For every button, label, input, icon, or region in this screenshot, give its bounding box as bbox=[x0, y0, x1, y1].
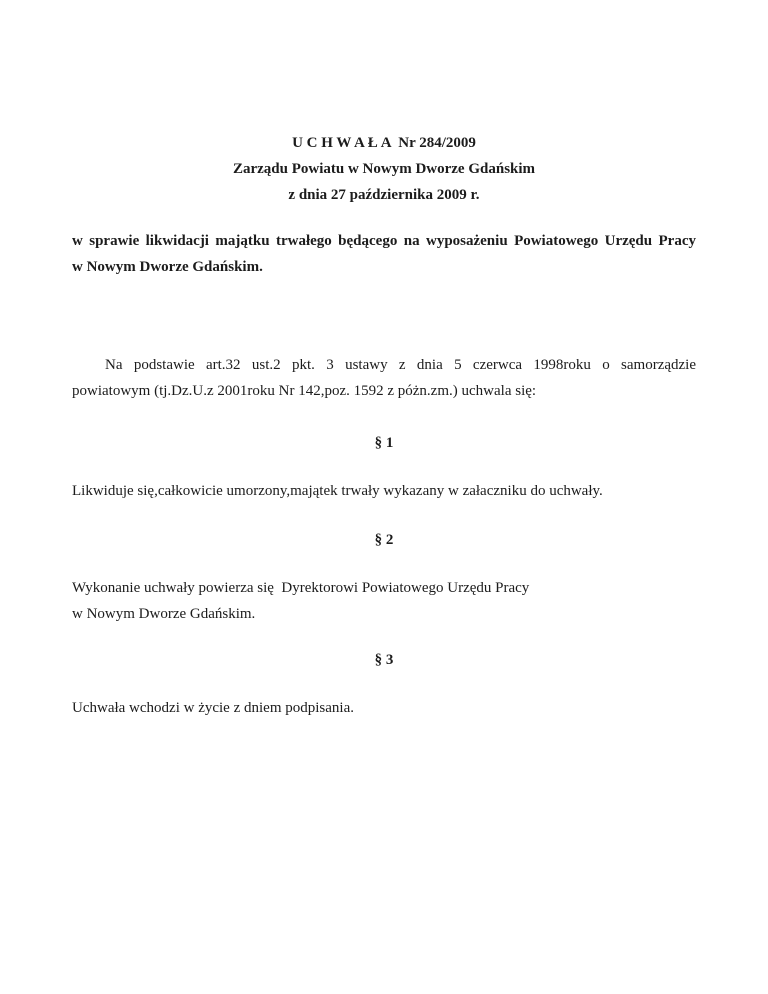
resolution-title-number: U C H W A Ł A Nr 284/2009 bbox=[292, 135, 476, 151]
section-3-text-line1: Uchwała wchodzi w życie z dniem podpisania. bbox=[72, 700, 354, 716]
section-1-text-line1: Likwiduje się,całkowicie umorzony,majątek trwały wykazany w załaczniku do uchwały. bbox=[72, 483, 603, 499]
section-1-symbol: § 1 bbox=[374, 435, 394, 451]
resolution-subject-line1: w sprawie likwidacji majątku trwałego będącego na wyposażeniu Powiatowego Urzędu Pracy bbox=[72, 233, 696, 249]
section-3-text bbox=[72, 695, 696, 721]
resolution-title-authority: Zarządu Powiatu w Nowym Dworze Gdańskim bbox=[232, 161, 536, 177]
legal-basis-paragraph bbox=[72, 352, 696, 404]
section-2-text bbox=[72, 575, 696, 627]
section-2-symbol: § 2 bbox=[374, 532, 394, 548]
section-2-text-line1: Wykonanie uchwały powierza się Dyrektorowi Powiatowego Urzędu Pracy bbox=[72, 580, 530, 596]
resolution-title-date: z dnia 27 października 2009 r. bbox=[288, 187, 480, 203]
section-2-text-line2: w Nowym Dworze Gdańskim. bbox=[72, 606, 256, 622]
resolution-subject-line2: w Nowym Dworze Gdańskim. bbox=[72, 259, 263, 275]
resolution-title bbox=[72, 130, 696, 208]
section-3-symbol: § 3 bbox=[374, 652, 394, 668]
resolution-subject bbox=[72, 228, 696, 280]
legal-basis-line2: powiatowym (tj.Dz.U.z 2001roku Nr 142,poz. 1592 z póżn.zm.) uchwala się: bbox=[72, 383, 537, 399]
document-content bbox=[0, 130, 768, 721]
section-1-text bbox=[72, 478, 696, 504]
legal-basis-line1: Na podstawie art.32 ust.2 pkt. 3 ustawy z dnia 5 czerwca 1998roku o samorządzie bbox=[105, 357, 696, 373]
